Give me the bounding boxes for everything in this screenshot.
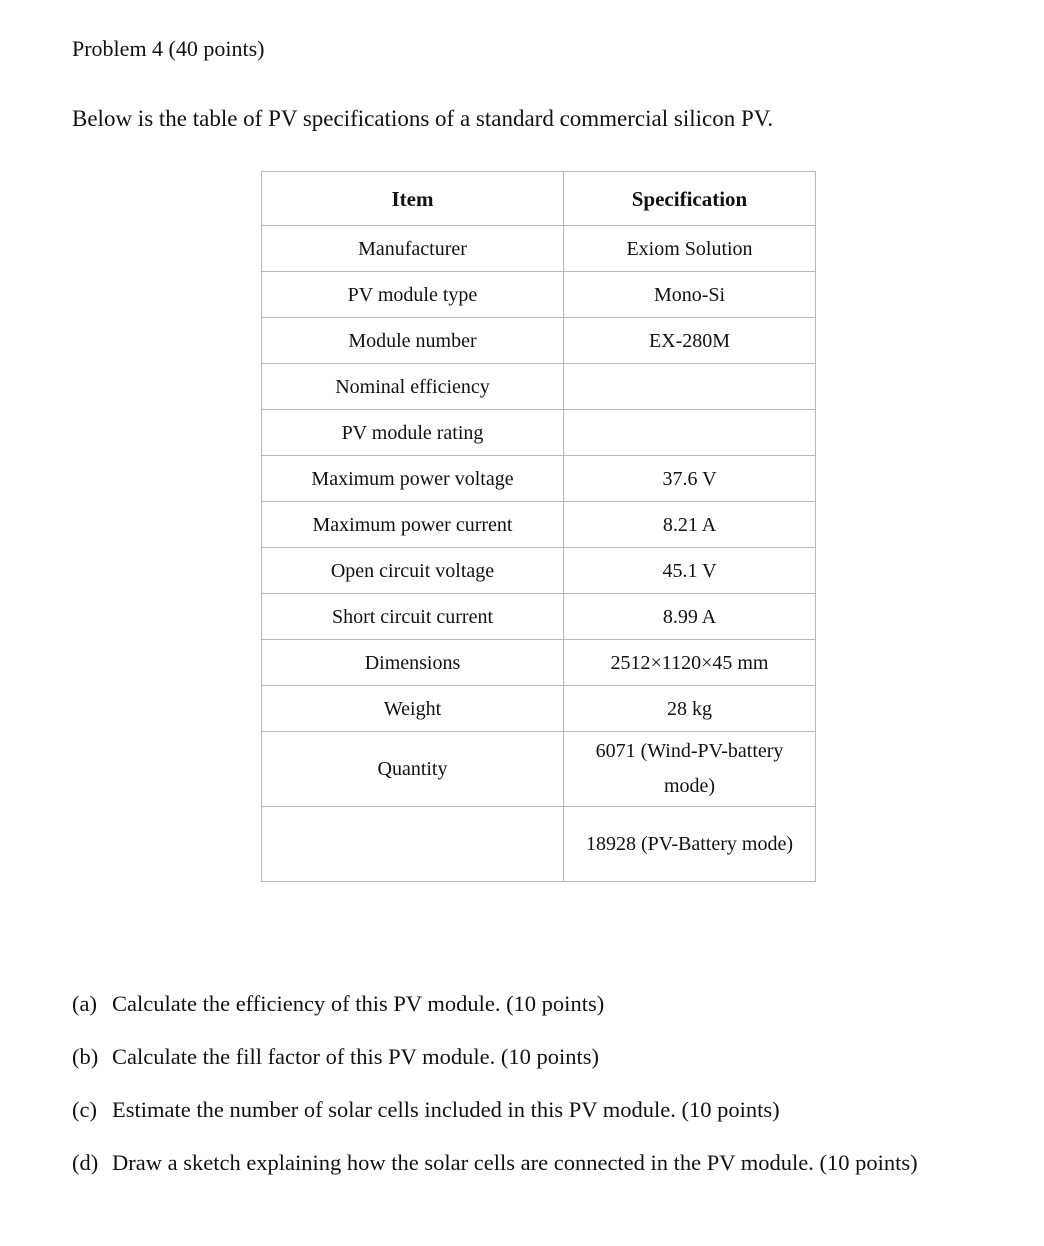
item-cell: PV module rating: [262, 410, 564, 456]
spec-cell: 2512×1120×45 mm: [564, 640, 816, 686]
problem-title: Problem 4 (40 points): [72, 36, 265, 61]
table-row: [262, 272, 816, 318]
spec-cell: [564, 364, 816, 410]
spec-cell-quantity-wind: 6071 (Wind-PV-battery mode): [564, 732, 816, 807]
question-item: [72, 1092, 918, 1145]
pv-spec-table: [261, 171, 816, 882]
question-list: [72, 986, 918, 1198]
spec-cell: 8.21 A: [564, 502, 816, 548]
question-label: (c): [72, 1097, 97, 1122]
table-row: [262, 456, 816, 502]
header-item: Item: [262, 172, 564, 226]
table-row: [262, 226, 816, 272]
spec-cell: EX-280M: [564, 318, 816, 364]
question-item: [72, 1039, 918, 1092]
header-specification: Specification: [564, 172, 816, 226]
item-cell: Nominal efficiency: [262, 364, 564, 410]
table-row: [262, 548, 816, 594]
item-cell: Maximum power current: [262, 502, 564, 548]
item-cell-quantity: Quantity: [262, 732, 564, 807]
table-header-row: [262, 172, 816, 226]
question-text: Draw a sketch explaining how the solar cells are connected in the PV module. (10 points): [112, 1150, 918, 1175]
table-row: [262, 364, 816, 410]
question-text: Estimate the number of solar cells included in this PV module. (10 points): [112, 1097, 780, 1122]
table-row: [262, 502, 816, 548]
table-row: [262, 410, 816, 456]
table-row: [262, 686, 816, 732]
table-row: [262, 594, 816, 640]
spec-cell: 37.6 V: [564, 456, 816, 502]
intro-text: Below is the table of PV specifications of a standard commercial silicon PV.: [72, 106, 774, 131]
table-row-quantity-1: [262, 732, 816, 807]
item-cell: Module number: [262, 318, 564, 364]
spec-cell: 28 kg: [564, 686, 816, 732]
item-cell: Dimensions: [262, 640, 564, 686]
table-row: [262, 318, 816, 364]
spec-cell: 8.99 A: [564, 594, 816, 640]
question-text: Calculate the fill factor of this PV module. (10 points): [112, 1044, 599, 1069]
question-label: (b): [72, 1044, 99, 1069]
item-cell: Manufacturer: [262, 226, 564, 272]
item-cell: Maximum power voltage: [262, 456, 564, 502]
spec-cell: 45.1 V: [564, 548, 816, 594]
table-row: [262, 640, 816, 686]
question-item: [72, 1145, 918, 1198]
item-cell: Weight: [262, 686, 564, 732]
spec-cell: Exiom Solution: [564, 226, 816, 272]
question-item: [72, 986, 918, 1039]
spec-cell-quantity-battery: 18928 (PV-Battery mode): [564, 807, 816, 882]
item-cell-empty: [262, 807, 564, 882]
question-text: Calculate the efficiency of this PV module. (10 points): [112, 991, 605, 1016]
spec-cell: [564, 410, 816, 456]
spec-cell: Mono-Si: [564, 272, 816, 318]
item-cell: Open circuit voltage: [262, 548, 564, 594]
item-cell: Short circuit current: [262, 594, 564, 640]
question-label: (d): [72, 1150, 99, 1175]
question-label: (a): [72, 991, 97, 1016]
item-cell: PV module type: [262, 272, 564, 318]
table-row-quantity-2: [262, 807, 816, 882]
